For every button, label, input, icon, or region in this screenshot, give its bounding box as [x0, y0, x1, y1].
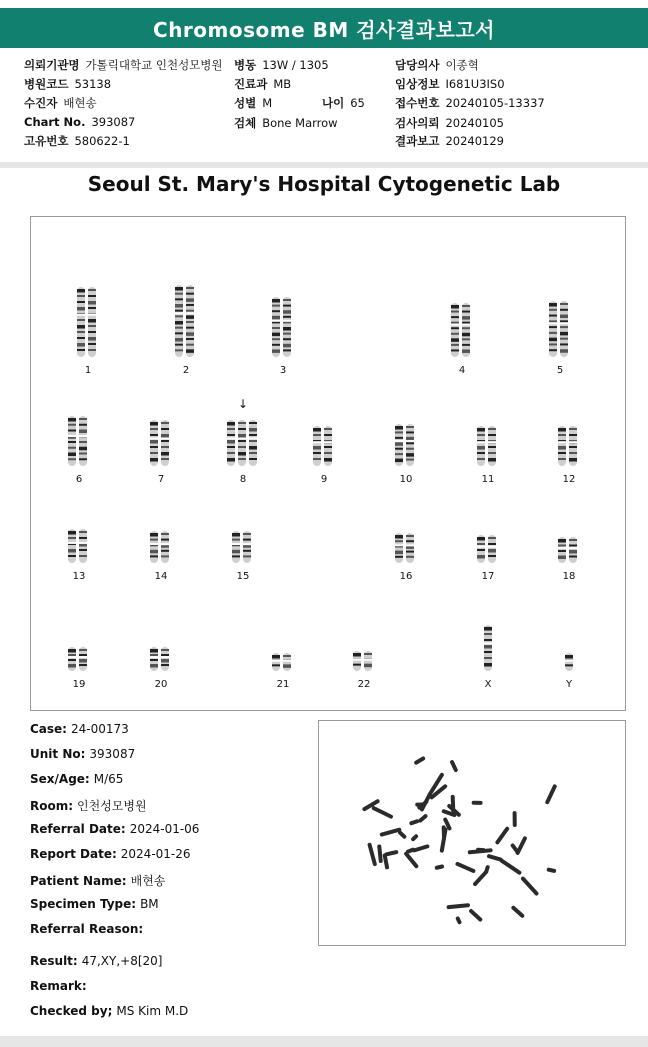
metaphase-chromosome [495, 826, 510, 845]
chromosome-label-16: 16 [399, 571, 413, 582]
header-field-col1 [24, 76, 111, 92]
metaphase-chromosome [520, 876, 539, 897]
info-unit [30, 747, 135, 761]
info-result-label: Result: [30, 954, 78, 968]
header-field-col2-label: 성별 [234, 96, 257, 110]
header-field-col1-label: 병원코드 [24, 77, 69, 91]
chromosome-22 [351, 651, 377, 671]
header-field-col1 [24, 95, 97, 111]
header-field-col2-label: 진료과 [234, 77, 268, 91]
metaphase-chromosome [484, 865, 490, 874]
chromosome-label-3: 3 [279, 365, 287, 376]
header-field-col2-label: 검체 [234, 116, 257, 130]
chromosome-label-13: 13 [72, 571, 86, 582]
karyogram-panel [30, 216, 626, 711]
info-case-label: Case: [30, 722, 67, 736]
header-field-col2 [234, 57, 329, 73]
metaphase-chromosome [487, 854, 504, 862]
metaphase-chromosome [446, 903, 470, 909]
metaphase-chromosome [455, 916, 462, 925]
info-checked [30, 1004, 188, 1018]
metaphase-chromosome [371, 805, 394, 819]
metaphase-chromosome [409, 819, 420, 826]
header-field-col2 [234, 76, 291, 92]
chromosome-label-18: 18 [562, 571, 576, 582]
chromosome-label-19: 19 [72, 679, 86, 690]
header-field-col3 [395, 76, 505, 92]
chromosome-label-17: 17 [481, 571, 495, 582]
info-unit-label: Unit No: [30, 747, 86, 761]
header-field-col2b [322, 95, 365, 111]
info-case-value: 24-00173 [70, 722, 129, 736]
chromosome-label-5: 5 [556, 365, 564, 376]
info-specimen-value: BM [140, 897, 159, 911]
info-report-date [30, 847, 191, 861]
info-referral-date-value: 2024-01-06 [129, 822, 200, 836]
chromosome-1 [75, 287, 101, 357]
info-remark-label: Remark: [30, 979, 87, 993]
header-field-col1-value: 53138 [74, 77, 112, 91]
header-field-col2-label: 병동 [234, 58, 257, 72]
chromosome-label-9: 9 [320, 474, 328, 485]
chromosome-label-14: 14 [154, 571, 168, 582]
chromosome-12 [556, 426, 582, 466]
metaphase-chromosome [403, 851, 419, 869]
chromosome-10 [393, 424, 419, 466]
chromosome-13 [66, 529, 92, 563]
chromosome-label-11: 11 [481, 474, 495, 485]
metaphase-chromosome [418, 813, 429, 823]
chromosome-4 [449, 303, 475, 357]
header-field-col3-value: 20240105 [445, 116, 504, 130]
info-result-value: 47,XY,+8[20] [81, 954, 163, 968]
header-field-col3 [395, 57, 479, 73]
chromosome-16 [393, 533, 419, 563]
chromosome-label-20: 20 [154, 679, 168, 690]
header-field-col2 [234, 95, 272, 111]
header-field-col1-value: 393087 [91, 115, 136, 129]
chromosome-11 [475, 426, 501, 466]
chromosome-19 [66, 647, 92, 671]
header-field-col3 [395, 95, 545, 111]
info-result [30, 954, 163, 968]
chromosome-label-21: 21 [276, 679, 290, 690]
chromosome-3 [270, 297, 296, 357]
header-field-col3 [395, 133, 504, 149]
metaphase-chromosome [455, 861, 476, 873]
info-patient [30, 872, 165, 889]
header-field-col1 [24, 115, 135, 129]
chromosome-label-Y: Y [565, 679, 573, 690]
metaphase-chromosome [451, 795, 456, 813]
header-field-col3-label: 검사의뢰 [395, 116, 440, 130]
info-specimen [30, 897, 159, 911]
footer-bar [0, 1036, 648, 1047]
header-field-col1-value: 배현송 [63, 96, 97, 110]
info-report-date-label: Report Date: [30, 847, 117, 861]
header-field-col1-label: 수진자 [24, 96, 58, 110]
info-patient-label: Patient Name: [30, 874, 127, 888]
header-field-col2-value: 13W / 1305 [262, 58, 329, 72]
chromosome-label-2: 2 [182, 365, 190, 376]
info-unit-value: 393087 [89, 747, 136, 761]
header-field-col1-label: 고유번호 [24, 134, 69, 148]
header-field-col2b-value: 65 [350, 96, 365, 110]
chromosome-label-10: 10 [399, 474, 413, 485]
info-sexage-value: M/65 [93, 772, 124, 786]
chromosome-6 [66, 416, 92, 466]
metaphase-chromosome [377, 844, 383, 863]
header-field-col1 [24, 57, 223, 73]
chromosome-21 [270, 653, 296, 671]
metaphase-spread-figure [319, 721, 625, 945]
chromosome-label-4: 4 [458, 365, 466, 376]
metaphase-chromosome [468, 908, 483, 922]
metaphase-chromosome [434, 864, 444, 870]
chromosome-label-7: 7 [157, 474, 165, 485]
info-checked-label: Checked by; [30, 1004, 113, 1018]
info-checked-value: MS Kim M.D [116, 1004, 189, 1018]
chromosome-label-22: 22 [357, 679, 371, 690]
chromosome-label-15: 15 [236, 571, 250, 582]
chromosome-2 [173, 285, 199, 357]
header-field-col2-value: Bone Marrow [262, 116, 338, 130]
info-referral-date [30, 822, 199, 836]
info-report-date-value: 2024-01-26 [120, 847, 191, 861]
header-field-col1-label: 의뢰기관명 [24, 58, 80, 72]
metaphase-chromosome [413, 756, 425, 766]
chromosome-label-1: 1 [84, 365, 92, 376]
header-field-col3-value: 20240129 [445, 134, 504, 148]
chromosome-14 [148, 531, 174, 563]
chromosome-label-12: 12 [562, 474, 576, 485]
metaphase-chromosome [546, 867, 556, 873]
chromosome-9 [311, 426, 337, 466]
info-referral-date-label: Referral Date: [30, 822, 126, 836]
header-field-col1-label: Chart No. [24, 115, 86, 129]
header-field-col1 [24, 133, 130, 149]
metaphase-chromosome [384, 850, 399, 857]
header-field-col3-label: 결과보고 [395, 134, 440, 148]
metaphase-chromosome [513, 811, 517, 827]
chromosome-8 [225, 420, 262, 466]
info-sexage-label: Sex/Age: [30, 772, 90, 786]
header-field-col1-value: 580622-1 [74, 134, 130, 148]
chromosome-7 [148, 420, 174, 466]
header-field-col3-label: 담당의사 [395, 58, 440, 72]
metaphase-chromosome [511, 905, 526, 919]
header-field-col2b-label: 나이 [322, 96, 345, 110]
info-room-label: Room: [30, 799, 74, 813]
header-field-col3-value: 이종혁 [445, 58, 479, 72]
header-field-col2 [234, 115, 338, 131]
info-specimen-label: Specimen Type: [30, 897, 137, 911]
lab-title: Seoul St. Mary's Hospital Cytogenetic Lab [87, 172, 561, 196]
chromosome-5 [547, 301, 573, 357]
header-field-col3 [395, 115, 504, 131]
metaphase-chromosome [367, 842, 377, 866]
chromosome-17 [475, 535, 501, 563]
chromosome-label-6: 6 [75, 474, 83, 485]
header-field-col2-value: M [262, 96, 273, 110]
chromosome-20 [148, 647, 174, 671]
info-room-value: 인천성모병원 [77, 799, 147, 813]
header-field-col3-label: 임상정보 [395, 77, 440, 91]
chromosome-label-X: X [484, 679, 492, 690]
metaphase-image [318, 720, 626, 946]
chromosome-15 [230, 531, 256, 563]
header-field-col2-value: MB [273, 77, 292, 91]
metaphase-chromosome [499, 858, 522, 875]
metaphase-chromosome [412, 844, 430, 853]
metaphase-chromosome [415, 802, 425, 806]
report-title-banner [0, 8, 648, 48]
header-field-col3-value: 20240105-13337 [445, 96, 545, 110]
header-field-col3-label: 접수번호 [395, 96, 440, 110]
abnormality-arrow: ↓ [237, 397, 249, 411]
header-field-col1-value: 가톨릭대학교 인천성모병원 [85, 58, 223, 72]
metaphase-chromosome [545, 784, 558, 805]
metaphase-chromosome [476, 848, 486, 853]
metaphase-chromosome [472, 801, 483, 805]
info-case [30, 722, 129, 736]
chromosome-18 [556, 537, 582, 563]
metaphase-chromosome [410, 833, 419, 842]
chromosome-X [482, 625, 494, 671]
metaphase-chromosome [419, 791, 433, 812]
chromosome-Y [563, 653, 575, 671]
info-reason-label: Referral Reason: [30, 922, 144, 936]
info-sexage [30, 772, 123, 786]
info-remark [30, 979, 91, 993]
divider [0, 162, 648, 168]
info-reason [30, 922, 147, 936]
info-room [30, 797, 147, 814]
report-title: Chromosome BM 검사결과보고서 [153, 17, 495, 42]
metaphase-chromosome [449, 759, 458, 772]
chromosome-label-8: 8 [239, 474, 247, 485]
header-field-col3-value: I681U3IS0 [445, 77, 505, 91]
info-patient-value: 배현송 [130, 874, 166, 888]
metaphase-chromosome [440, 827, 448, 853]
